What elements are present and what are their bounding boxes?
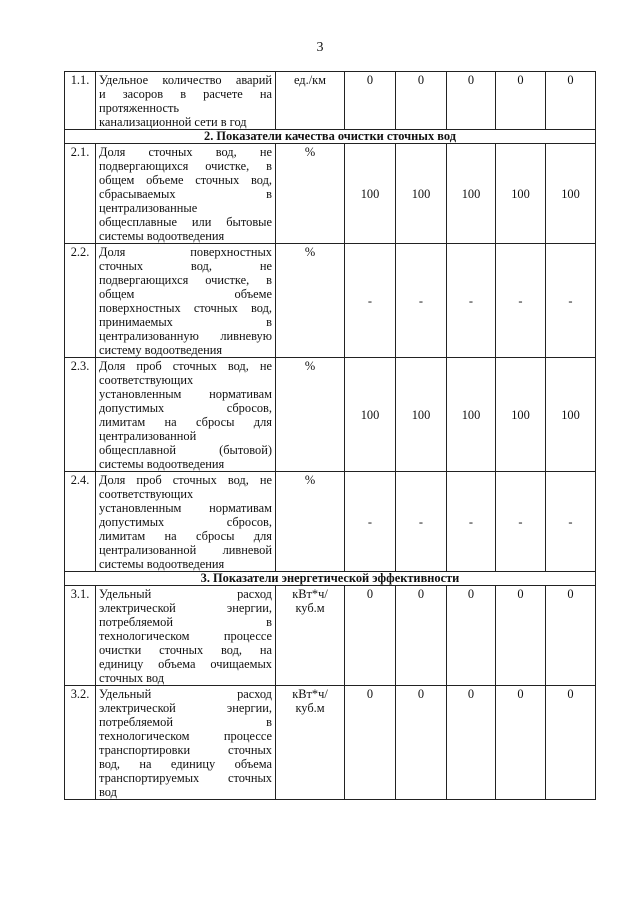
description-line: централизованной: [99, 429, 197, 443]
description-line: централизованной ливневой: [99, 543, 272, 557]
unit-line: ед./км: [293, 73, 327, 87]
unit-cell: [276, 72, 345, 130]
description-line: систему водоотведения: [99, 343, 223, 357]
description-line: соответствующих: [99, 487, 194, 501]
description-line: и засоров в расчете на: [99, 87, 272, 101]
unit-cell: [276, 472, 345, 572]
description-line: технологическом процессе: [99, 629, 272, 643]
value-cell: 0: [396, 586, 447, 686]
description-line: Доля проб сточных вод, не: [99, 359, 272, 373]
unit-cell: [276, 686, 345, 800]
description-line: транспортировки сточных: [99, 743, 272, 757]
value-cell: 0: [396, 686, 447, 800]
description-line: допустимых сбросов,: [99, 515, 272, 529]
description-line: системы водоотведения: [99, 457, 225, 471]
value-cell: 0: [345, 586, 396, 686]
unit-line: %: [304, 473, 316, 487]
unit-cell: [276, 244, 345, 358]
value-cell: 0: [447, 586, 496, 686]
description-line: системы водоотведения: [99, 229, 225, 243]
unit-cell: [276, 586, 345, 686]
description-line: лимитам на сбросы для: [99, 529, 272, 543]
description-line: общем объеме: [99, 287, 272, 301]
description-line: протяженность: [99, 101, 180, 115]
value-cell: 100: [546, 358, 596, 472]
unit-line: кВт*ч/: [292, 687, 328, 701]
value-cell: -: [496, 244, 546, 358]
indicator-description: [96, 686, 276, 800]
description-line: общесплавной (бытовой): [99, 443, 272, 457]
value-cell: 100: [396, 144, 447, 244]
description-line: соответствующих: [99, 373, 194, 387]
description-line: потребляемой в: [99, 615, 272, 629]
description-line: транспортируемых сточных: [99, 771, 272, 785]
value-cell: 100: [447, 144, 496, 244]
value-cell: -: [345, 244, 396, 358]
indicator-description: [96, 72, 276, 130]
value-cell: 0: [496, 586, 546, 686]
value-cell: 0: [345, 72, 396, 130]
value-cell: 0: [496, 686, 546, 800]
value-cell: -: [546, 244, 596, 358]
section-title: 2. Показатели качества очистки сточных вод: [65, 130, 596, 144]
indicators-table: [64, 71, 596, 800]
description-line: Удельный расход: [99, 687, 272, 701]
description-line: Удельный расход: [99, 587, 272, 601]
description-line: допустимых сбросов,: [99, 401, 272, 415]
table-row: [65, 244, 596, 358]
unit-cell: [276, 358, 345, 472]
description-line: сточных вод, не: [99, 259, 272, 273]
table-row: [65, 686, 596, 800]
description-line: электрической энергии,: [99, 601, 272, 615]
table-row: [65, 144, 596, 244]
table-row: [65, 472, 596, 572]
indicator-description: [96, 358, 276, 472]
description-line: установленным нормативам: [99, 501, 272, 515]
row-number: 3.2.: [65, 686, 96, 800]
table-row: [65, 358, 596, 472]
description-line: лимитам на сбросы для: [99, 415, 272, 429]
value-cell: 0: [496, 72, 546, 130]
description-line: централизованную ливневую: [99, 329, 272, 343]
value-cell: 100: [345, 144, 396, 244]
value-cell: -: [496, 472, 546, 572]
value-cell: 0: [546, 686, 596, 800]
value-cell: 0: [345, 686, 396, 800]
value-cell: -: [396, 244, 447, 358]
section-header-row: [65, 572, 596, 586]
unit-line: %: [304, 245, 316, 259]
description-line: централизованные: [99, 201, 198, 215]
value-cell: 100: [345, 358, 396, 472]
value-cell: 0: [447, 686, 496, 800]
value-cell: -: [396, 472, 447, 572]
unit-line: куб.м: [295, 701, 325, 715]
description-line: подвергающихся очистке, в: [99, 273, 272, 287]
description-line: вод: [99, 785, 117, 799]
description-line: Доля сточных вод, не: [99, 145, 272, 159]
row-number: 2.2.: [65, 244, 96, 358]
description-line: принимаемых в: [99, 315, 272, 329]
description-line: канализационной сети в год: [99, 115, 247, 129]
row-number: 3.1.: [65, 586, 96, 686]
value-cell: 0: [546, 586, 596, 686]
indicator-description: [96, 472, 276, 572]
value-cell: -: [546, 472, 596, 572]
value-cell: 100: [496, 358, 546, 472]
value-cell: 100: [496, 144, 546, 244]
unit-line: кВт*ч/: [292, 587, 328, 601]
value-cell: -: [345, 472, 396, 572]
description-line: поверхностных сточных вод,: [99, 301, 272, 315]
description-line: сточных вод: [99, 671, 165, 685]
row-number: 2.4.: [65, 472, 96, 572]
description-line: вод, на единицу объема: [99, 757, 272, 771]
row-number: 2.3.: [65, 358, 96, 472]
description-line: подвергающихся очистке, в: [99, 159, 272, 173]
page-number: 3: [316, 40, 324, 55]
description-line: очистки сточных вод, на: [99, 643, 272, 657]
value-cell: 0: [447, 72, 496, 130]
unit-cell: [276, 144, 345, 244]
value-cell: -: [447, 244, 496, 358]
description-line: Доля проб сточных вод, не: [99, 473, 272, 487]
description-line: общесплавные или бытовые: [99, 215, 272, 229]
value-cell: -: [447, 472, 496, 572]
value-cell: 0: [396, 72, 447, 130]
description-line: технологическом процессе: [99, 729, 272, 743]
value-cell: 100: [396, 358, 447, 472]
table-row: [65, 72, 596, 130]
value-cell: 0: [546, 72, 596, 130]
description-line: общем объеме сточных вод,: [99, 173, 272, 187]
description-line: Удельное количество аварий: [99, 73, 272, 87]
description-line: электрической энергии,: [99, 701, 272, 715]
unit-line: куб.м: [295, 601, 325, 615]
description-line: единицу объема очищаемых: [99, 657, 272, 671]
row-number: 2.1.: [65, 144, 96, 244]
unit-line: %: [304, 359, 316, 373]
indicator-description: [96, 586, 276, 686]
table-row: [65, 586, 596, 686]
indicator-description: [96, 144, 276, 244]
description-line: системы водоотведения: [99, 557, 225, 571]
value-cell: 100: [546, 144, 596, 244]
row-number: 1.1.: [65, 72, 96, 130]
description-line: сбрасываемых в: [99, 187, 272, 201]
section-title: 3. Показатели энергетической эффективности: [65, 572, 596, 586]
description-line: потребляемой в: [99, 715, 272, 729]
unit-line: %: [304, 145, 316, 159]
indicator-description: [96, 244, 276, 358]
description-line: Доля поверхностных: [99, 245, 272, 259]
description-line: установленным нормативам: [99, 387, 272, 401]
value-cell: 100: [447, 358, 496, 472]
section-header-row: [65, 130, 596, 144]
